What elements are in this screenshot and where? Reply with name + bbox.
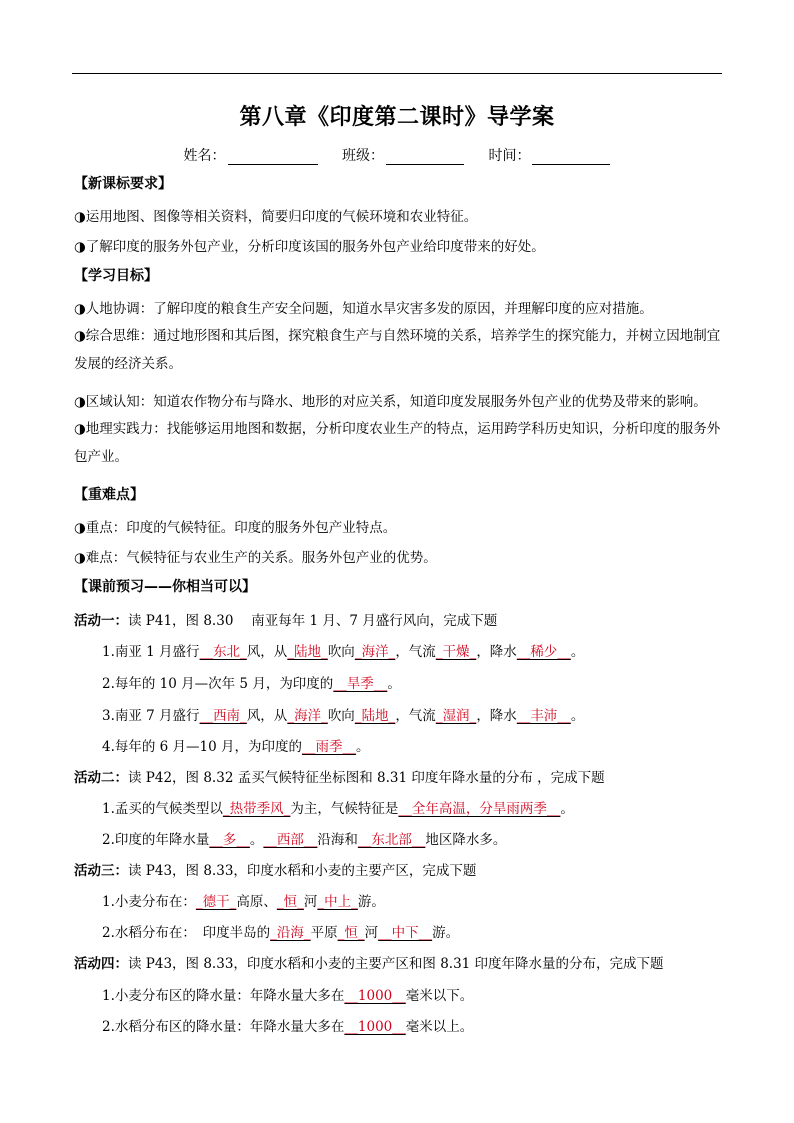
text-segment: 读 P43，图 8.33，印度水稻和小麦的主要产区，完成下题 (128, 863, 477, 879)
text-segment: 风，从 (246, 708, 288, 724)
question (102, 797, 574, 817)
class-field[interactable] (386, 150, 464, 165)
paragraph: ◑综合思维：通过地形图和其后图，探究粮食生产与自然环境的关系，培养学生的探究能力，并树立因地制宜发展的经济关系。 (74, 328, 721, 372)
activity-3-prompt (74, 859, 476, 879)
text-segment: 读 P43，图 8.33，印度水稻和小麦的主要产区和图 8.31 印度年降水量的分布，完成下题 (128, 956, 664, 972)
time-field[interactable] (532, 150, 610, 165)
answer: _中上_ (317, 894, 358, 910)
text-segment: 毫米以上。 (405, 1019, 474, 1035)
answer: __中下__ (378, 925, 433, 941)
section-heading: 【学习目标】 (74, 268, 158, 284)
activity-2-prompt (74, 766, 605, 786)
text-segment: 平原 (310, 925, 338, 941)
paragraph: ◑地理实践力：找能够运用地图和数据，分析印度农业生产的特点，运用跨学科历史知识，分析印度的服务外包产业。 (74, 421, 721, 465)
text-segment: 2.水稻分布在： 印度半岛的 (102, 925, 271, 941)
text-segment: 2.水稻分布区的降水量：年降水量大多在 (102, 1019, 345, 1035)
text-segment: 为主，气候特征是 (290, 801, 399, 817)
text-segment: 。 (249, 832, 264, 848)
answer: _干燥_ (435, 644, 477, 660)
text-segment: 1.孟买的气候类型以 (102, 801, 223, 817)
text-segment: 游。 (357, 894, 385, 910)
paragraph: ◑运用地图、图像等相关资料，简要归印度的气候环境和农业特征。 (74, 209, 478, 225)
answer: __西部__ (263, 832, 318, 848)
section-heading: 【新课标要求】 (74, 176, 172, 192)
answer: _热带季风_ (222, 801, 291, 817)
activity-1-prompt (74, 609, 497, 629)
paragraph: ◑人地协调：了解印度的粮食生产安全问题，知道水旱灾害多发的原因，并理解印度的应对措施。 (74, 301, 653, 317)
answer: _恒_ (276, 894, 304, 910)
page-title: 第八章《印度第二课时》导学案 (239, 105, 555, 130)
text-segment: 。 (387, 676, 401, 692)
text-segment: ，降水 (476, 644, 517, 660)
text-segment: 。 (356, 739, 370, 755)
section-heading: 【重难点】 (74, 487, 144, 503)
activity-label: 活动三： (74, 863, 128, 879)
answer: __东北_ (199, 644, 247, 660)
paragraph: ◑难点：气候特征与农业生产的关系。服务外包产业的优势。 (74, 550, 437, 566)
activity-label: 活动二： (74, 770, 128, 786)
paragraph: ◑区域认知：知道农作物分布与降水、地形的对应关系，知道印度发展服务外包产业的优势及带来的影响。 (74, 394, 707, 410)
answer: _德干_ (195, 894, 237, 910)
text-segment: 。 (570, 644, 585, 660)
question (102, 890, 385, 910)
text-segment: 河 (364, 925, 379, 941)
name-field[interactable] (228, 150, 318, 165)
answer: _海洋_ (287, 708, 328, 724)
answer: __丰沛__ (516, 708, 571, 724)
answer: _恒_ (337, 925, 365, 941)
answer: _湿润_ (435, 708, 477, 724)
question (102, 921, 459, 941)
text-segment: 毫米以下。 (405, 988, 474, 1004)
answer: _海洋_ (354, 644, 396, 660)
question (102, 640, 584, 660)
text-segment: 2.每年的 10 月—次年 5 月，为印度的 (102, 676, 334, 692)
answer: __旱季__ (333, 676, 388, 692)
answer: __1000__ (344, 988, 406, 1004)
activity-label: 活动一： (74, 613, 128, 629)
text-segment: ，气流 (395, 708, 436, 724)
text-segment: 河 (303, 894, 318, 910)
time-label: 时间： (488, 148, 531, 164)
text-segment: 风，从 (246, 644, 288, 660)
paragraph: ◑重点：印度的气候特征。印度的服务外包产业特点。 (74, 520, 397, 536)
answer: __雨季__ (302, 739, 357, 755)
text-segment: ，气流 (395, 644, 436, 660)
question (102, 1015, 473, 1035)
text-segment: 沿海和 (317, 832, 358, 848)
student-info (0, 145, 794, 165)
question (102, 984, 473, 1004)
text-segment: 读 P42，图 8.32 孟买气候特征坐标图和 8.31 印度年降水量的分布 ，完成下题 (128, 770, 605, 786)
top-rule (72, 73, 722, 74)
activity-4-prompt (74, 952, 664, 972)
answer: __西南_ (199, 708, 247, 724)
question (102, 828, 506, 848)
text-segment: 。 (560, 801, 574, 817)
text-segment: 地区降水多。 (425, 832, 507, 848)
text-segment: 吹向 (327, 644, 355, 660)
text-segment: 游。 (432, 925, 460, 941)
text-segment: 高原、 (236, 894, 277, 910)
question (102, 735, 370, 755)
class-label: 班级： (342, 148, 384, 164)
question (102, 704, 584, 724)
answer: __1000__ (344, 1019, 406, 1035)
answer: __多__ (209, 832, 250, 848)
text-segment: 1.南亚 1 月盛行 (102, 644, 200, 660)
text-segment: 3.南亚 7 月盛行 (102, 708, 200, 724)
paragraph: ◑了解印度的服务外包产业，分析印度该国的服务外包产业给印度带来的好处。 (74, 239, 545, 255)
text-segment: 4.每年的 6 月—10 月，为印度的 (102, 739, 303, 755)
activity-label: 活动四： (74, 956, 128, 972)
text-segment: 读 P41，图 8.30 南亚每年 1 月、7 月盛行风向，完成下题 (128, 613, 498, 629)
answer: _陆地_ (287, 644, 328, 660)
answer: __东北部__ (357, 832, 426, 848)
answer: _陆地_ (354, 708, 396, 724)
answer: _沿海_ (270, 925, 311, 941)
answer: __稀少__ (516, 644, 571, 660)
name-label: 姓名： (183, 148, 226, 164)
question (102, 672, 401, 692)
text-segment: 1.小麦分布在： (102, 894, 196, 910)
answer: __全年高温，分旱雨两季__ (398, 801, 561, 817)
text-segment: 。 (570, 708, 585, 724)
text-segment: 2.印度的年降水量 (102, 832, 210, 848)
text-segment: 1.小麦分布区的降水量：年降水量大多在 (102, 988, 345, 1004)
text-segment: 吹向 (327, 708, 355, 724)
section-heading: 【课前预习——你相当可以】 (74, 579, 256, 595)
text-segment: ，降水 (476, 708, 517, 724)
